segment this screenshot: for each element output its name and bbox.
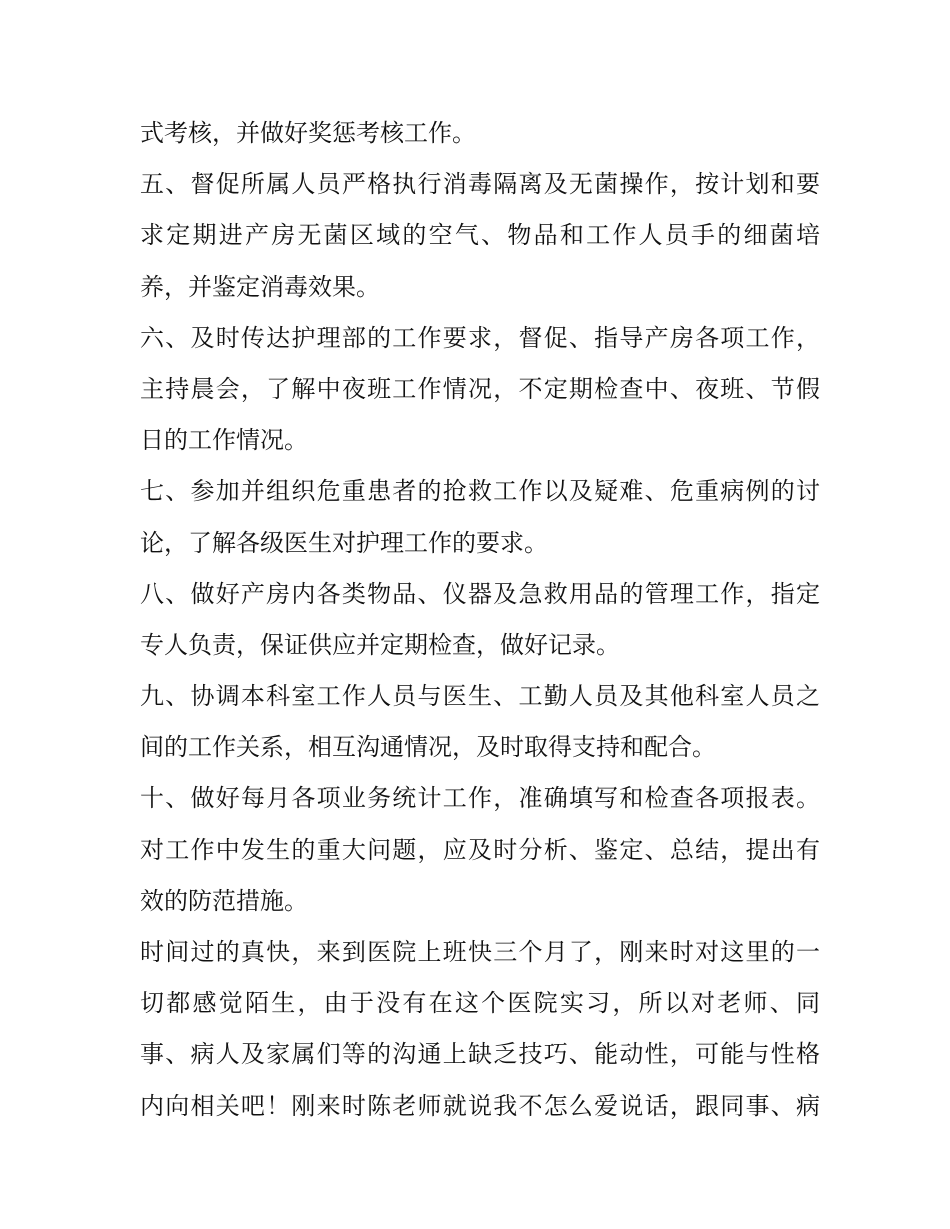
text-line: 养，并鉴定消毒效果。 (140, 272, 380, 301)
text-line: 八、做好产房内各类物品、仪器及急救用品的管理工作，指定 (140, 579, 820, 608)
text-line: 效的防范措施。 (140, 886, 308, 915)
text-line: 切都感觉陌生，由于没有在这个医院实习，所以对老师、同 (140, 989, 820, 1018)
text-line: 间的工作关系，相互沟通情况，及时取得支持和配合。 (140, 733, 716, 762)
text-line: 专人负责，保证供应并定期检查，做好记录。 (140, 630, 620, 659)
text-line: 论，了解各级医生对护理工作的要求。 (140, 528, 548, 557)
text-line: 七、参加并组织危重患者的抢救工作以及疑难、危重病例的讨 (140, 477, 820, 506)
text-line: 时间过的真快，来到医院上班快三个月了，刚来时对这里的一 (140, 938, 820, 966)
text-line: 主持晨会，了解中夜班工作情况，不定期检查中、夜班、节假 (140, 374, 820, 403)
text-line: 六、及时传达护理部的工作要求，督促、指导产房各项工作， (140, 323, 820, 352)
text-line: 式考核，并做好奖惩考核工作。 (140, 119, 476, 147)
text-line: 内向相关吧！刚来时陈老师就说我不怎么爱说话，跟同事、病 (140, 1091, 820, 1120)
text-line: 事、病人及家属们等的沟通上缺乏技巧、能动性，可能与性格 (140, 1040, 820, 1069)
text-line: 九、协调本科室工作人员与医生、工勤人员及其他科室人员之 (140, 682, 820, 711)
text-line: 日的工作情况。 (140, 426, 308, 455)
text-line: 十、做好每月各项业务统计工作，准确填写和检查各项报表。 (140, 784, 820, 813)
text-line: 求定期进产房无菌区域的空气、物品和工作人员手的细菌培 (140, 221, 820, 250)
text-line: 五、督促所属人员严格执行消毒隔离及无菌操作，按计划和要 (140, 170, 820, 199)
text-line: 对工作中发生的重大问题，应及时分析、鉴定、总结，提出有 (140, 835, 820, 864)
body-text (140, 108, 820, 1132)
